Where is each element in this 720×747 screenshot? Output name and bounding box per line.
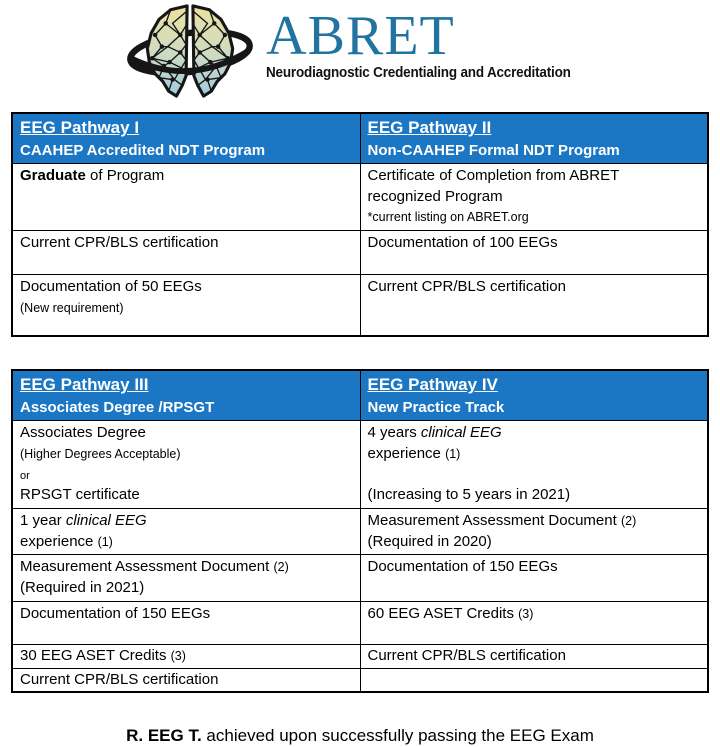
requirement-cell: [12, 163, 360, 230]
requirement-cell: [12, 644, 360, 668]
table-row: [12, 644, 708, 668]
requirement-line: experience (1): [367, 445, 461, 463]
requirement-line: Current CPR/BLS certification: [20, 670, 219, 688]
pathway-title: EEG Pathway II: [367, 118, 492, 137]
table-row: [12, 230, 708, 274]
requirement-line: Current CPR/BLS certification: [20, 233, 219, 251]
requirement-line: (New requirement): [20, 300, 124, 315]
table-row: [12, 274, 708, 336]
logo-text-block: [266, 2, 594, 81]
table-row: [12, 163, 708, 230]
requirement-line: RPSGT certificate: [20, 486, 140, 504]
table-row: [12, 421, 708, 509]
requirement-line: (Required in 2020): [367, 532, 492, 550]
requirement-line: Certificate of Completion from ABRET: [367, 166, 620, 184]
requirement-line: Current CPR/BLS certification: [367, 277, 566, 295]
table-row: [12, 668, 708, 692]
requirement-line: Documentation of 150 EEGs: [367, 558, 558, 576]
requirement-cell: [12, 555, 360, 601]
pathway-title: EEG Pathway I: [20, 118, 140, 137]
requirement-line: Associates Degree: [20, 424, 146, 442]
header-row: [12, 113, 708, 163]
requirement-cell: [360, 601, 708, 644]
requirement-cell: [360, 555, 708, 601]
eeg-pathways-1-2: [11, 112, 709, 337]
requirement-cell: [12, 601, 360, 644]
requirement-line: 60 EEG ASET Credits (3): [367, 604, 534, 622]
logo-title: ABRET: [266, 5, 455, 67]
requirement-cell: [360, 509, 708, 555]
requirement-line: (Increasing to 5 years in 2021): [367, 486, 571, 504]
pathway-header-cell: [360, 370, 708, 420]
requirement-cell: [12, 421, 360, 509]
requirement-line: 1 year clinical EEG: [20, 512, 147, 530]
footer-text: achieved upon successfully passing the EEG Exam: [201, 726, 594, 746]
table-row: [12, 555, 708, 601]
table-row: [12, 601, 708, 644]
header-row: [12, 370, 708, 420]
pathway-subtitle: CAAHEP Accredited NDT Program: [20, 141, 266, 159]
requirement-line: Graduate of Program: [20, 166, 165, 184]
requirement-line: Measurement Assessment Document (2): [367, 512, 637, 530]
table-row: [12, 509, 708, 555]
requirement-line: recognized Program: [367, 187, 503, 205]
logo-tagline: Neurodiagnostic Credentialing and Accreditation: [266, 65, 571, 82]
requirement-cell: [360, 274, 708, 336]
requirement-line: 30 EEG ASET Credits (3): [20, 646, 186, 664]
requirement-line: Documentation of 100 EEGs: [367, 233, 558, 251]
abret-logo: [0, 0, 720, 102]
requirement-line: or: [20, 469, 30, 482]
requirement-cell: [360, 668, 708, 692]
requirement-line: [368, 465, 700, 486]
requirement-cell: [360, 163, 708, 230]
pathway-header-cell: [360, 113, 708, 163]
requirement-cell: [360, 421, 708, 509]
pathway-header-cell: [12, 370, 360, 420]
requirement-line: (Required in 2021): [20, 579, 145, 597]
requirement-cell: [12, 274, 360, 336]
brain-logo-icon: [126, 2, 254, 99]
requirement-line: Measurement Assessment Document (2): [20, 558, 289, 576]
requirement-cell: [360, 644, 708, 668]
pathway-title: EEG Pathway IV: [367, 375, 498, 395]
footer-credential: R. EEG T.: [126, 726, 202, 746]
requirement-cell: [12, 509, 360, 555]
requirement-line: experience (1): [20, 532, 113, 550]
pathway-tables-container: [11, 112, 709, 693]
pathway-title: EEG Pathway III: [20, 375, 149, 395]
requirement-cell: [360, 230, 708, 274]
pathway-subtitle: Non-CAAHEP Formal NDT Program: [367, 141, 620, 159]
requirement-line: Documentation of 150 EEGs: [20, 604, 211, 622]
eeg-pathways-3-4: [11, 369, 709, 693]
pathway-subtitle: Associates Degree /RPSGT: [20, 399, 215, 417]
requirement-line: Current CPR/BLS certification: [367, 646, 566, 664]
pathway-subtitle: New Practice Track: [367, 399, 505, 417]
requirement-line: Documentation of 50 EEGs: [20, 277, 202, 295]
requirement-line: *current listing on ABRET.org: [367, 210, 529, 225]
pathway-header-cell: [12, 113, 360, 163]
requirement-cell: [12, 230, 360, 274]
requirement-line: (Higher Degrees Acceptable): [20, 447, 181, 462]
requirement-line: 4 years clinical EEG: [367, 424, 502, 442]
requirement-cell: [12, 668, 360, 692]
footer-note: [0, 725, 720, 747]
